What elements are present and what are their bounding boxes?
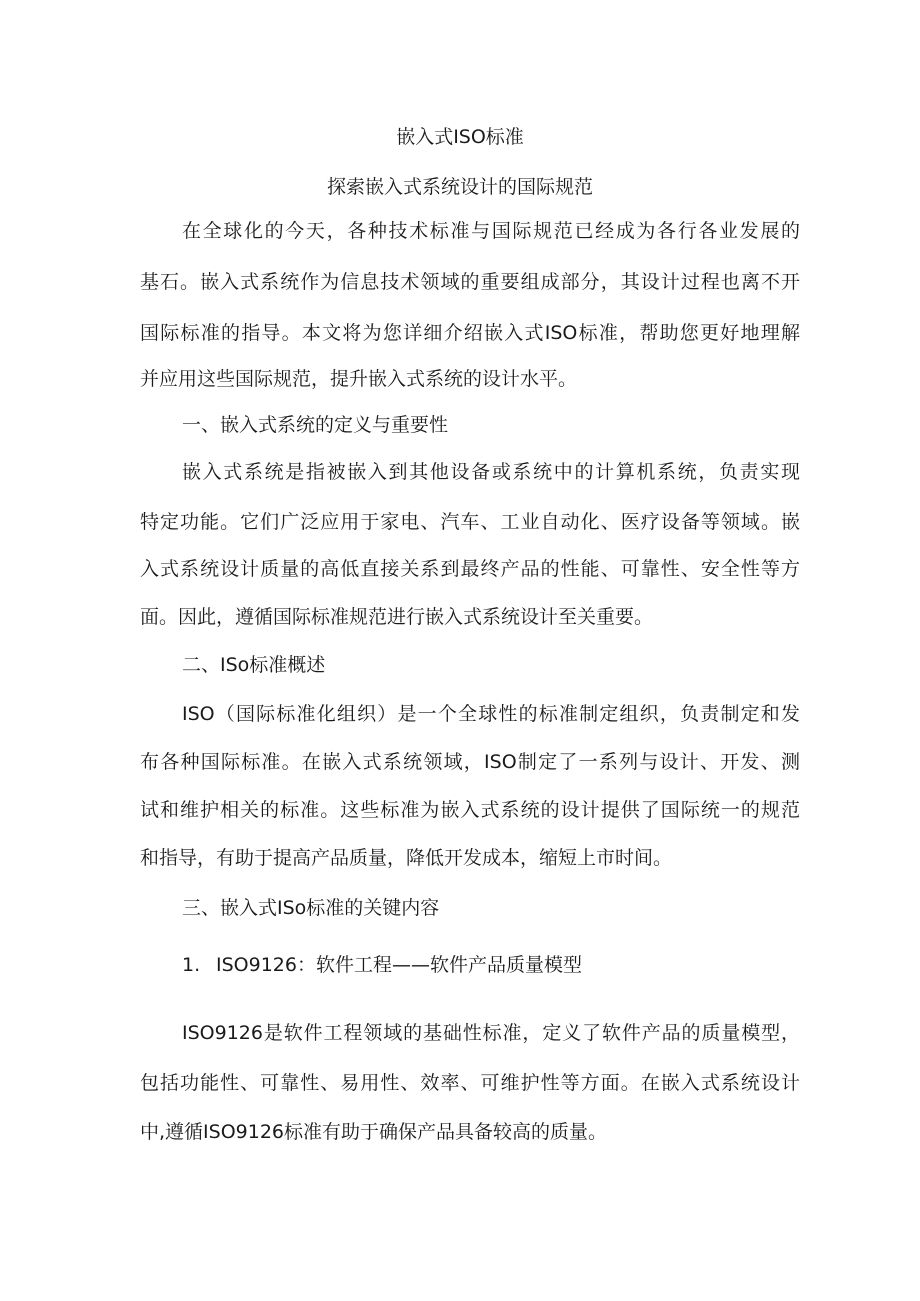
section3-line-2: 包括功能性、可靠性、易用性、效率、可维护性等方面。在嵌入式系统设计 [140, 1072, 800, 1094]
intro-line-3: 国际标准的指导。本文将为您详细介绍嵌入式ISO标准，帮助您更好地理解 [140, 322, 800, 344]
intro-line-2: 基石。嵌入式系统作为信息技术领域的重要组成部分，其设计过程也离不开 [140, 271, 800, 293]
section1-line-1: 嵌入式系统是指被嵌入到其他设备或系统中的计算机系统，负责实现 [182, 461, 800, 483]
intro-line-1: 在全球化的今天，各种技术标准与国际规范已经成为各行各业发展的 [182, 220, 800, 242]
item1-title: ISO9126：软件工程——软件产品质量模型 [216, 954, 582, 976]
section2-line-4: 和指导，有助于提高产品质量，降低开发成本，缩短上市时间。 [140, 847, 673, 869]
section1-line-4: 面。因此，遵循国际标准规范进行嵌入式系统设计至关重要。 [140, 606, 654, 628]
section3-heading: 三、嵌入式ISo标准的关键内容 [182, 897, 440, 919]
document-subtitle: 探索嵌入式系统设计的国际规范 [326, 176, 593, 198]
section1-line-3: 入式系统设计质量的高低直接关系到最终产品的性能、可靠性、安全性等方 [140, 558, 800, 580]
section3-line-1: ISO9126是软件工程领域的基础性标准，定义了软件产品的质量模型， [182, 1022, 800, 1044]
section1-line-2: 特定功能。它们广泛应用于家电、汽车、工业自动化、医疗设备等领域。嵌 [140, 511, 800, 533]
section1-heading: 一、嵌入式系统的定义与重要性 [182, 414, 449, 436]
section2-line-3: 试和维护相关的标准。这些标准为嵌入式系统的设计提供了国际统一的规范 [140, 799, 800, 821]
document-title: 嵌入式ISO标准 [396, 126, 524, 148]
section2-line-1: ISO（国际标准化组织）是一个全球性的标准制定组织，负责制定和发 [182, 703, 800, 725]
item1-number: 1. [182, 954, 201, 976]
intro-line-4: 并应用这些国际规范，提升嵌入式系统的设计水平。 [140, 368, 578, 390]
section2-line-2: 布各种国际标准。在嵌入式系统领域，ISO制定了一系列与设计、开发、测 [140, 751, 800, 773]
section3-line-3: 中,遵循ISO9126标准有助于确保产品具备较高的质量。 [140, 1121, 608, 1143]
section2-heading: 二、ISo标准概述 [182, 654, 326, 676]
